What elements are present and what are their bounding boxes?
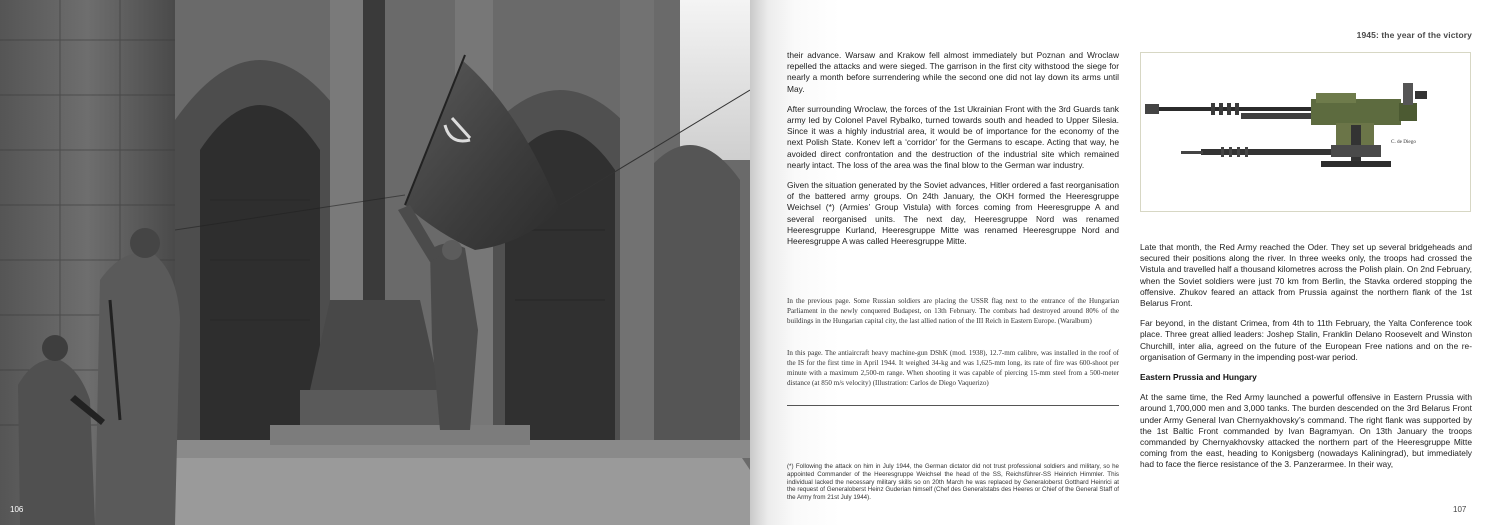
caption-previous-page: In the previous page. Some Russian soldiers are placing the USSR flag next to the entrance of the Hungarian Parliament in the newly conquered Budapest, on 13th February. The combats had destroyed around 80% of the buildings in the Hungarian capital city, the last allied nation of the III Reich in Eastern Europe. (Waralbum) bbox=[787, 297, 1119, 325]
page-number-right: 107 bbox=[1453, 505, 1467, 514]
right-page bbox=[750, 0, 1500, 525]
page-number-left: 106 bbox=[10, 505, 24, 514]
col2-paragraph-1: Late that month, the Red Army reached the Oder. They set up several bridgeheads and secured their positions along the river. In three weeks only, the troops had crossed the Vistula and travelled half a thousand kilometres across the Polish plain. On 2nd February, when the Soviet soldiers were just 70 km from Berlin, the Stavka ordered stopping the offensive. Zhukov feared an attack from Prussia against the northern flank of the 1st Belarus Front. bbox=[1140, 242, 1472, 309]
illustration-signature: C. de Diego bbox=[1391, 139, 1416, 145]
col2-paragraph-2: Far beyond, in the distant Crimea, from 4th to 11th February, the Yalta Conference took place. Three great allied leaders: Joshep Stalin, Franklin Delano Roosevelt and Winston Churchill, inter alia, agreed on the future of the European Free nations and on the re-organisation of Germany in the impending post-war period. bbox=[1140, 318, 1472, 362]
running-head: 1945: the year of the victory bbox=[1356, 30, 1472, 40]
dshk-machine-gun-icon bbox=[1141, 53, 1470, 211]
col1-paragraph-2: After surrounding Wroclaw, the forces of the 1st Ukrainian Front with the 3rd Guards tank army led by Colonel Pavel Rybalko, turned towards south and headed to Upper Silesia. Since it was a highly industrial area, it would be of importance for the economy of the next Polish State. Konev left a ‘corridor’ for the Germans to escape. Acting that way, he avoided direct confrontation and the destruction of the industrial site which remained nearly intact. The loss of the area was the final blow to the German war industry. bbox=[787, 103, 1119, 170]
text-column-1 bbox=[787, 50, 1119, 256]
footnote: (*) Following the attack on him in July 1944, the German dictator did not trust professional soldiers and military, so he appointed Commander of the Heeresgruppe Weichsel the head of the SS, Reichsführer-SS Heinrich Himmler. This individual lacked the necessary military skills so on 20th March he was replaced by Generaloberst Gotthard Heinrici at the request of Generaloberst Heinz Guderian himself (Chef des Generalstabs des Heeres or Chief of the General Staff of the Army from 21st July 1944). bbox=[787, 463, 1119, 502]
caption-this-page: In this page. The antiaircraft heavy machine-gun DShK (mod. 1938), 12.7-mm calibre, was installed in the roof of the IS for the first time in April 1944. It weighed 34-kg and was 1,625-mm long, its rate of fire was 600-shoot per minute with a maximum 2,500-m range. When shooting it was capable of piercing 15-mm steel from a 500-meter distance (at 850 m/s velocity) (Illustration: Carlos de Diego Vaquerizo) bbox=[787, 349, 1119, 387]
section-heading: Eastern Prussia and Hungary bbox=[1140, 372, 1257, 383]
footnote-divider bbox=[787, 405, 1119, 406]
machine-gun-illustration bbox=[1140, 52, 1471, 212]
col1-paragraph-1: their advance. Warsaw and Krakow fell almost immediately but Poznan and Wroclaw repelled the attacks and were sieged. The garrison in the first city withstood the siege for nearly a month before surrendering while the second one did not lay down its arms until May. bbox=[787, 50, 1119, 94]
text-column-2 bbox=[1140, 242, 1472, 480]
col2-paragraph-3: At the same time, the Red Army launched a powerful offensive in Eastern Prussia with around 1,700,000 men and 3,000 tanks. The burden descended on the 3rd Belarus Front under Army General Ivan Chernyakhovsky’s command. The right flank was supported by the 1st Baltic Front commanded by Ivan Bagramyan. On 13th January the troops commanded by Chernyakhovsky attacked the northern part of the Heeresgruppe Mitte coming from the east, heading to Konigsberg (nowadays Kaliningrad), but immediately had to face the fierce resistance of the 3. Panzerarmee. In their way, bbox=[1140, 392, 1472, 470]
col1-paragraph-3: Given the situation generated by the Soviet advances, Hitler ordered a fast reorganisation of the battered army groups. On 24th January, the OKH formed the Heeresgruppe Weichsel (*) (Armies’ Group Vistula) with forces coming from Heeresgruppe A and several reorganised units. The next day, Heeresgruppe Nord was renamed Heeresgruppe Kurland, Heeresgruppe Mitte was renamed Heeresgruppe Nord and Heeresgruppe A was called Heeresgruppe Mitte. bbox=[787, 180, 1119, 247]
